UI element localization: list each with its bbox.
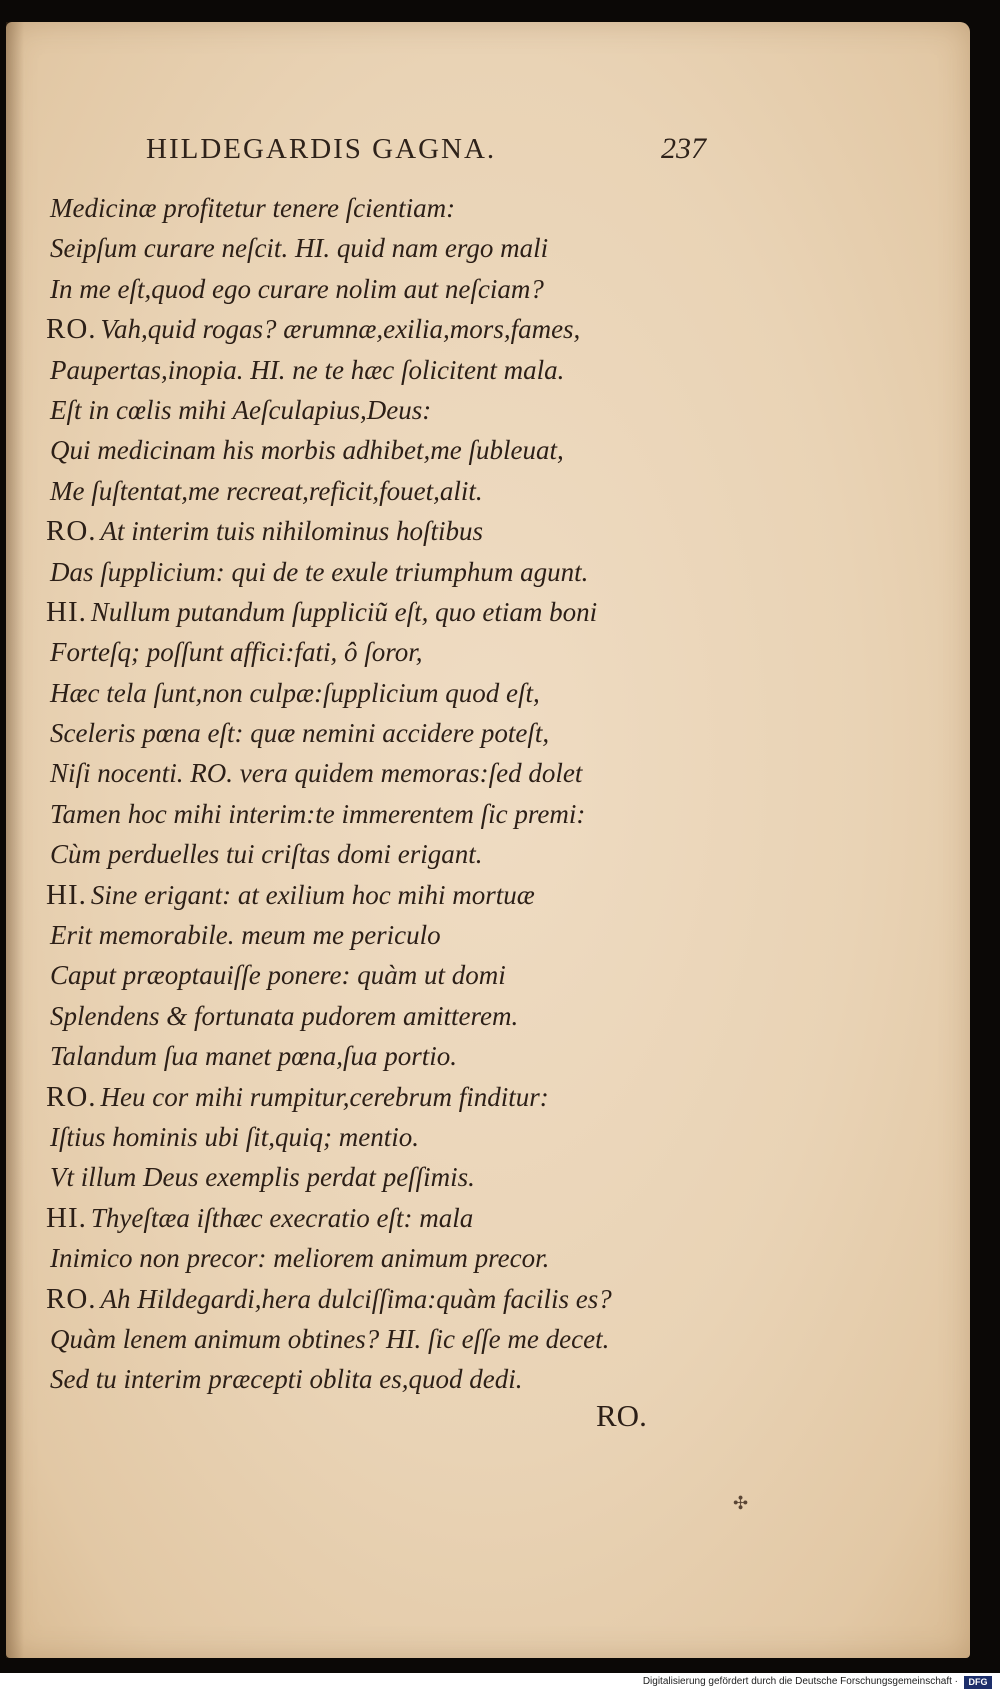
- speaker-label: HI.: [46, 595, 87, 628]
- verse-text: Hæc tela ſunt,non culpæ:ſupplicium quod eſt,: [50, 677, 540, 708]
- verse-line: [46, 713, 706, 753]
- book-page: [6, 22, 970, 1658]
- verse-line: [46, 1036, 706, 1076]
- verse-text: Tamen hoc mihi interim:te immerentem ſic premi:: [50, 798, 586, 829]
- verse-text: In me eſt,quod ego curare nolim aut neſciam?: [50, 273, 544, 304]
- verse-line: [46, 875, 706, 915]
- verse-line: [46, 996, 706, 1036]
- verse-text: Medicinæ profitetur tenere ſcientiam:: [50, 193, 456, 223]
- verse-line: [46, 1359, 706, 1399]
- verse-line: [46, 1157, 706, 1197]
- speaker-label: HI.: [46, 878, 87, 911]
- speaker-label: HI.: [46, 1201, 87, 1234]
- verse-text: Nullum putandum ſuppliciũ eſt, quo etiam boni: [90, 596, 598, 627]
- verse-text: At interim tuis nihilominus hoſtibus: [100, 516, 484, 547]
- verse-text: Sed tu interim præcepti oblita es,quod dedi.: [50, 1364, 523, 1395]
- verse-text: Eſt in cœlis mihi Aeſculapius,Deus:: [50, 394, 432, 425]
- verse-text: Seipſum curare neſcit. HI. quid nam ergo mali: [50, 233, 549, 264]
- catchword: RO.: [596, 1398, 647, 1433]
- verse-text: Forteſq; poſſunt affici:fati, ô ſoror,: [50, 637, 423, 668]
- verse-text: Heu cor mihi rumpitur,cerebrum finditur:: [100, 1081, 549, 1112]
- verse-text: Iſtius hominis ubi ſit,quiq; mentio.: [50, 1121, 419, 1152]
- footer-credit: Digitalisierung gefördert durch die Deutsche Forschungsgemeinschaft ·: [642, 1676, 958, 1687]
- paper-speck-mark: ✣: [733, 1493, 749, 1513]
- running-title: HILDEGARDIS GAGNA.: [146, 133, 497, 165]
- verse-line: [46, 592, 706, 632]
- verse-text: Splendens & fortunata pudorem amitterem.: [50, 1000, 519, 1031]
- verse-line: [46, 955, 706, 995]
- verse-text: Paupertas,inopia. HI. ne te hæc ſolicitent mala.: [50, 354, 565, 385]
- verse-text: Das ſupplicium: qui de te exule triumphum agunt.: [50, 556, 589, 587]
- verse-line: [46, 1238, 706, 1278]
- speaker-label: RO.: [46, 1282, 97, 1315]
- dfg-logo: DFG: [964, 1676, 992, 1689]
- verse-text: Qui medicinam his morbis adhibet,me ſubleuat,: [50, 435, 564, 466]
- verse-text: Erit memorabile. meum me periculo: [50, 920, 441, 951]
- verse-line: [46, 552, 706, 592]
- verse-text-block: [46, 188, 706, 1400]
- verse-text: Inimico non precor: meliorem animum precor.: [50, 1243, 550, 1274]
- speaker-label: RO.: [46, 313, 97, 346]
- page-number: 237: [661, 132, 706, 165]
- verse-line: [46, 350, 706, 390]
- verse-line: [46, 794, 706, 834]
- verse-line: [46, 632, 706, 672]
- verse-line: [46, 1198, 706, 1238]
- verse-line: [46, 228, 706, 268]
- verse-line: [46, 309, 706, 349]
- verse-text: Vt illum Deus exemplis perdat peſſimis.: [50, 1162, 475, 1193]
- verse-text: Talandum ſua manet pœna,ſua portio.: [50, 1041, 458, 1072]
- verse-line: [46, 834, 706, 874]
- verse-text: Sceleris pœna eſt: quæ nemini accidere poteſt,: [50, 718, 550, 749]
- verse-line: [46, 673, 706, 713]
- verse-line: [46, 430, 706, 470]
- spine-shadow: [6, 22, 24, 1658]
- verse-line: [46, 753, 706, 793]
- verse-text: Cùm perduelles tui criſtas domi erigant.: [50, 839, 483, 870]
- verse-line: [46, 1319, 706, 1359]
- verse-text: Caput præoptauiſſe ponere: quàm ut domi: [50, 960, 506, 991]
- verse-line: [46, 511, 706, 551]
- verse-line: [46, 1077, 706, 1117]
- verse-text: Sine erigant: at exilium hoc mihi mortuæ: [90, 879, 535, 910]
- verse-line: [46, 915, 706, 955]
- verse-line: [46, 1279, 706, 1319]
- verse-text: Vah,quid rogas? ærumnæ,exilia,mors,fames,: [100, 314, 581, 345]
- verse-text: Niſi nocenti. RO. vera quidem memoras:ſed dolet: [50, 758, 583, 789]
- verse-text: Me ſuſtentat,me recreat,reficit,fouet,alit.: [50, 475, 483, 506]
- verse-text: Thyeſtæa iſthæc execratio eſt: mala: [90, 1202, 474, 1233]
- verse-line: [46, 390, 706, 430]
- verse-text: Ah Hildegardi,hera dulciſſima:quàm facilis es?: [100, 1283, 612, 1314]
- speaker-label: RO.: [46, 1080, 97, 1113]
- verse-line: [46, 188, 706, 228]
- verse-line: [46, 269, 706, 309]
- verse-text: Quàm lenem animum obtines? HI. ſic eſſe me decet.: [50, 1323, 610, 1354]
- verse-line: [46, 471, 706, 511]
- verse-line: [46, 1117, 706, 1157]
- page-header: [146, 132, 706, 176]
- speaker-label: RO.: [46, 515, 97, 548]
- digitization-footer: [0, 1673, 1000, 1693]
